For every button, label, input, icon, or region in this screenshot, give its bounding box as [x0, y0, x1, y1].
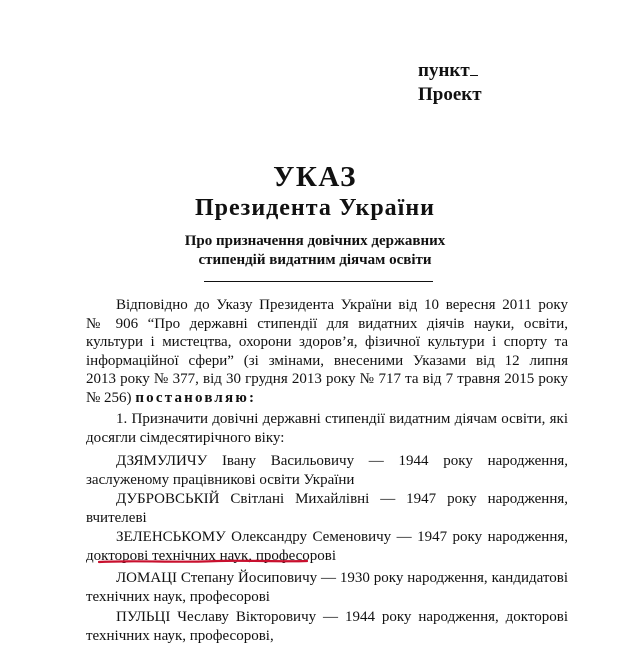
recipient-line: [86, 452, 568, 471]
recipient-name: ДЗЯМУЛИЧУ: [116, 453, 208, 469]
recipient-entry: [86, 569, 568, 606]
recipient-title: вчителеві: [86, 509, 147, 526]
draft-label: Проект: [418, 84, 482, 105]
recipient-entry: [86, 452, 568, 489]
recipient-name: ЛОМАЦІ: [116, 570, 178, 586]
intro-line: інформаційної сфери” (зі змінами, внесеними Указами від 12 липня: [86, 352, 568, 369]
item-1-line: 1. Призначити довічні державні стипендії видатним діячам освіти, які: [116, 411, 568, 427]
document-title: УКАЗ: [273, 161, 357, 193]
recipient-line: [86, 528, 568, 547]
punkt-label: [418, 60, 478, 82]
recipient-entry: [86, 608, 568, 645]
recipient-details: Степану Йосиповичу — 1930 року народження, кандидатові: [177, 570, 568, 586]
intro-line: культури і мистецтва, охорони здоров’я, фізичної культури і спорту та: [86, 334, 568, 351]
recipient-details: Олександру Семеновичу — 1947 року народження,: [225, 529, 568, 545]
recipient-line: [86, 490, 568, 509]
recipient-line: [86, 608, 568, 627]
intro-line: Відповідно до Указу Президента України від 10 вересня 2011 року: [116, 297, 568, 313]
recipient-name-highlighted: ЗЕЛЕНСЬКОМУ: [116, 529, 226, 545]
intro-line: № 906 “Про державні стипендії для видатних діячів науки, освіти,: [86, 315, 568, 332]
punkt-blank-line: [470, 61, 478, 76]
intro-line: 2013 року № 377, від 30 грудня 2013 року № 717 та від 7 травня 2015 року: [86, 371, 568, 388]
recipient-name: ДУБРОВСЬКІЙ: [116, 491, 220, 507]
intro-line-decree: [86, 389, 568, 408]
subject-divider: [204, 281, 433, 282]
item-1-paragraph: [86, 410, 568, 447]
document-subject: [0, 232, 630, 270]
intro-paragraph: [86, 296, 568, 408]
recipient-title: заслуженому працівникові освіти України: [86, 471, 355, 488]
punkt-label-text: пункт: [418, 60, 470, 81]
subject-line-1: Про призначення довічних державних: [184, 233, 446, 249]
recipient-name: ПУЛЬЦІ: [116, 609, 171, 625]
handwritten-underline-mark: [98, 557, 308, 567]
document-issuer: Президента України: [195, 195, 435, 221]
recipient-title: докторові технічних наук, професорові: [86, 547, 337, 564]
item-1-line: досягли сімдесятирічного віку:: [86, 429, 285, 446]
intro-line-prefix: № 256): [86, 389, 132, 406]
decree-verb: постановляю:: [135, 389, 257, 406]
subject-line-2: стипендій видатним діячам освіти: [198, 252, 432, 268]
recipient-entry: [86, 490, 568, 527]
underline-stroke: [99, 561, 307, 562]
recipient-details: Івану Васильовичу — 1944 року народження,: [207, 453, 568, 469]
recipient-details: Світлані Михайлівні — 1947 року народження,: [219, 491, 568, 507]
recipient-details: Чеславу Вікторовичу — 1944 року народження, докторові: [170, 609, 568, 625]
recipient-line: [86, 569, 568, 588]
recipient-title: технічних наук, професорові: [86, 588, 270, 605]
recipient-title: технічних наук, професорові,: [86, 627, 274, 644]
